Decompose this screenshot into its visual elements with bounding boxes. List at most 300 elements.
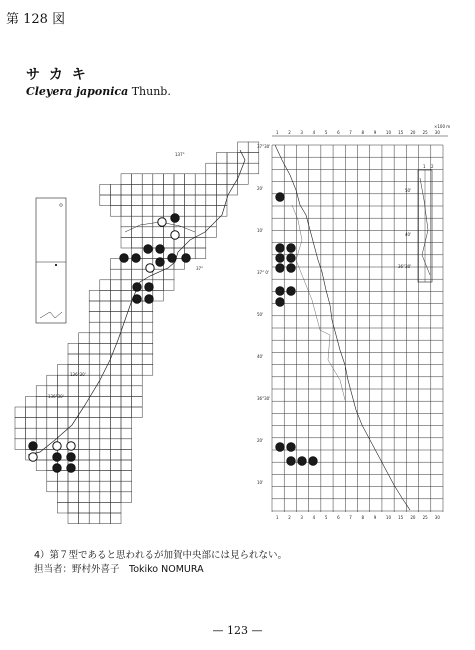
grid-cell xyxy=(110,386,121,397)
x-tick-bottom: 15 xyxy=(398,515,404,520)
grid-cell xyxy=(100,312,111,323)
record-dot-open xyxy=(29,453,37,461)
grid-cell xyxy=(47,428,58,439)
grid-cell xyxy=(174,174,185,185)
grid-cell xyxy=(248,163,259,174)
lat-label: 10' xyxy=(257,480,264,485)
grid-cell xyxy=(195,184,206,195)
x-tick-top: 4 xyxy=(312,130,316,135)
grid-label: 136°30' xyxy=(48,394,64,399)
grid-cell xyxy=(100,343,111,354)
grid-cell xyxy=(185,174,196,185)
species-japanese-name: サ カ キ xyxy=(26,67,88,83)
grid-cell xyxy=(132,386,143,397)
grid-cell xyxy=(79,333,90,344)
scale-label: ×100 m xyxy=(434,124,451,129)
grid-cell xyxy=(163,195,174,206)
grid-cell xyxy=(153,280,164,291)
grid-cell xyxy=(100,386,111,397)
record-dot-open xyxy=(158,218,166,226)
grid-cell xyxy=(100,184,111,195)
grid-cell xyxy=(100,481,111,492)
grid-cell xyxy=(26,407,37,418)
grid-cell xyxy=(36,407,47,418)
grid-cell xyxy=(142,174,153,185)
x-tick-bottom: 5 xyxy=(324,515,328,520)
grid-cell xyxy=(89,312,100,323)
grid-cell xyxy=(227,153,238,164)
grid-cell xyxy=(110,492,121,503)
x-tick-bottom: 6 xyxy=(337,515,340,520)
record-dot-filled xyxy=(287,264,296,273)
grid-cell xyxy=(110,375,121,386)
grid-cell xyxy=(142,322,153,333)
grid-cell xyxy=(26,418,37,429)
record-dot-open xyxy=(171,231,179,239)
grid-cell xyxy=(89,354,100,365)
grid-cell xyxy=(110,428,121,439)
grid-cell xyxy=(47,407,58,418)
record-dot-filled xyxy=(144,245,152,253)
record-dot-filled xyxy=(132,254,140,262)
grid-cell xyxy=(100,428,111,439)
grid-cell xyxy=(121,354,132,365)
grid-cell xyxy=(36,460,47,471)
grid-cell xyxy=(68,343,79,354)
grid-cell xyxy=(185,216,196,227)
grid-cell xyxy=(132,354,143,365)
grid-cell xyxy=(238,142,249,153)
grid-cell xyxy=(89,449,100,460)
x-tick-top: 25 xyxy=(422,130,428,135)
grid-cell xyxy=(47,418,58,429)
grid-cell xyxy=(89,460,100,471)
record-dot-filled xyxy=(287,254,296,263)
x-tick-bottom: 9 xyxy=(373,515,377,520)
grid-cell xyxy=(206,195,217,206)
x-tick-bottom: 30 xyxy=(434,515,440,520)
grid-cell xyxy=(100,280,111,291)
grid-cell xyxy=(68,428,79,439)
grid-cell xyxy=(79,354,90,365)
grid-cell xyxy=(36,428,47,439)
left-grid-map xyxy=(15,142,259,524)
grid-cell xyxy=(26,396,37,407)
record-dot-filled xyxy=(133,295,141,303)
grid-cell xyxy=(68,407,79,418)
grid-cell xyxy=(132,375,143,386)
grid-cell xyxy=(26,428,37,439)
record-dot-filled xyxy=(171,214,179,222)
grid-cell xyxy=(68,396,79,407)
record-dot-filled xyxy=(120,254,128,262)
grid-cell xyxy=(79,481,90,492)
record-dot-filled xyxy=(276,287,285,296)
grid-cell xyxy=(132,333,143,344)
grid-cell xyxy=(121,439,132,450)
grid-cell xyxy=(110,418,121,429)
inset-coast xyxy=(40,312,62,318)
grid-cell xyxy=(110,460,121,471)
grid-label: 136°30' xyxy=(70,372,86,377)
grid-cell xyxy=(227,163,238,174)
profile-line xyxy=(275,145,410,510)
inset-point xyxy=(55,264,57,266)
grid-cell xyxy=(121,227,132,238)
grid-cell xyxy=(89,492,100,503)
grid-cell xyxy=(121,269,132,280)
record-dot-filled xyxy=(53,453,61,461)
grid-cell xyxy=(110,439,121,450)
grid-cell xyxy=(142,195,153,206)
grid-cell xyxy=(132,195,143,206)
grid-cell xyxy=(142,343,153,354)
grid-cell xyxy=(100,396,111,407)
grid-cell xyxy=(216,174,227,185)
inset-tick: 1 xyxy=(423,164,426,169)
grid-label: 137° xyxy=(175,152,185,157)
grid-cell xyxy=(142,216,153,227)
x-tick-top: 20 xyxy=(410,130,416,135)
grid-cell xyxy=(89,481,100,492)
grid-cell xyxy=(142,206,153,217)
lat-label: 37° 0' xyxy=(257,270,270,275)
grid-cell xyxy=(89,343,100,354)
grid-cell xyxy=(195,237,206,248)
record-dot-open xyxy=(67,442,75,450)
grid-cell xyxy=(79,343,90,354)
grid-cell xyxy=(121,237,132,248)
grid-cell xyxy=(132,407,143,418)
grid-cell xyxy=(195,174,206,185)
grid-cell xyxy=(15,407,26,418)
record-dot-filled xyxy=(287,457,296,466)
grid-cell xyxy=(185,184,196,195)
grid-cell xyxy=(110,407,121,418)
figure-number: 第 128 図 xyxy=(6,12,66,27)
inset-tick: 40' xyxy=(405,232,412,237)
grid-cell xyxy=(110,206,121,217)
x-tick-top: 1 xyxy=(276,130,279,135)
grid-cell xyxy=(100,513,111,524)
grid-cell xyxy=(79,396,90,407)
grid-cell xyxy=(100,449,111,460)
grid-cell xyxy=(68,386,79,397)
grid-cell xyxy=(132,237,143,248)
grid-cell xyxy=(110,280,121,291)
grid-cell xyxy=(174,184,185,195)
grid-cell xyxy=(79,418,90,429)
x-tick-top: 30 xyxy=(434,130,440,135)
grid-cell xyxy=(216,184,227,195)
right-grid-map xyxy=(257,124,450,520)
lat-label: 37°30' xyxy=(257,144,271,149)
grid-cell xyxy=(142,333,153,344)
grid-cell xyxy=(163,237,174,248)
grid-cell xyxy=(79,386,90,397)
grid-cell xyxy=(79,428,90,439)
record-dot-open xyxy=(53,442,61,450)
grid-cell xyxy=(79,502,90,513)
grid-cell xyxy=(132,174,143,185)
grid-cell xyxy=(68,354,79,365)
right-grid xyxy=(272,145,443,512)
x-tick-bottom: 4 xyxy=(312,515,316,520)
grid-cell xyxy=(206,174,217,185)
grid-cell xyxy=(110,502,121,513)
inset-tick: 36°30' xyxy=(398,264,412,269)
grid-cell xyxy=(153,227,164,238)
record-dot-filled xyxy=(145,283,153,291)
x-tick-bottom: 10 xyxy=(385,515,392,520)
x-tick-top: 10 xyxy=(385,130,392,135)
lat-label: 50' xyxy=(257,312,264,317)
grid-cell xyxy=(185,195,196,206)
grid-cell xyxy=(206,216,217,227)
grid-cell xyxy=(89,322,100,333)
grid-cell xyxy=(121,290,132,301)
grid-cell xyxy=(216,206,227,217)
grid-cell xyxy=(89,365,100,376)
grid-cell xyxy=(57,502,68,513)
grid-cell xyxy=(121,280,132,291)
grid-cell xyxy=(142,184,153,195)
grid-cell xyxy=(195,195,206,206)
x-tick-bottom: 2 xyxy=(288,515,291,520)
grid-cell xyxy=(100,195,111,206)
inset-tick: 2 xyxy=(431,164,434,169)
grid-cell xyxy=(142,365,153,376)
grid-cell xyxy=(153,195,164,206)
grid-cell xyxy=(121,216,132,227)
record-dot-filled xyxy=(276,298,285,307)
lat-label: 36°30' xyxy=(257,396,271,401)
grid-cell xyxy=(185,237,196,248)
grid-cell xyxy=(89,439,100,450)
grid-cell xyxy=(216,153,227,164)
grid-cell xyxy=(36,386,47,397)
grid-cell xyxy=(79,439,90,450)
grid-cell xyxy=(100,471,111,482)
record-dot-filled xyxy=(276,244,285,253)
grid-cell xyxy=(100,439,111,450)
grid-cell xyxy=(57,418,68,429)
grid-cell xyxy=(121,418,132,429)
grid-cell xyxy=(15,439,26,450)
x-tick-top: 2 xyxy=(288,130,291,135)
grid-cell xyxy=(248,153,259,164)
grid-cell xyxy=(121,365,132,376)
grid-cell xyxy=(216,163,227,174)
grid-cell xyxy=(206,163,217,174)
grid-cell xyxy=(132,269,143,280)
grid-cell xyxy=(100,333,111,344)
profile-line-secondary xyxy=(292,205,345,400)
grid-cell xyxy=(57,407,68,418)
x-tick-bottom: 3 xyxy=(300,515,303,520)
grid-cell xyxy=(110,471,121,482)
grid-cell xyxy=(89,513,100,524)
record-dot-filled xyxy=(182,254,190,262)
grid-cell xyxy=(100,322,111,333)
lat-label: 10' xyxy=(257,228,264,233)
lat-label: 20' xyxy=(257,186,264,191)
grid-cell xyxy=(89,290,100,301)
grid-cell xyxy=(110,513,121,524)
record-dot-filled xyxy=(145,295,153,303)
grid-cell xyxy=(89,301,100,312)
grid-cell xyxy=(132,206,143,217)
x-tick-top: 5 xyxy=(324,130,328,135)
grid-cell xyxy=(121,396,132,407)
grid-cell xyxy=(206,184,217,195)
grid-cell xyxy=(132,396,143,407)
grid-cell xyxy=(110,301,121,312)
grid-cell xyxy=(238,153,249,164)
grid-cell xyxy=(121,460,132,471)
x-tick-bottom: 25 xyxy=(422,515,428,520)
grid-cell xyxy=(110,195,121,206)
grid-cell xyxy=(89,407,100,418)
grid-cell xyxy=(110,365,121,376)
record-dot-filled xyxy=(29,442,37,450)
page-number: — 123 — xyxy=(212,624,263,637)
grid-cell xyxy=(121,206,132,217)
grid-cell xyxy=(121,492,132,503)
grid-cell xyxy=(132,322,143,333)
x-tick-bottom: 1 xyxy=(276,515,279,520)
grid-cell xyxy=(100,418,111,429)
grid-cell xyxy=(153,290,164,301)
grid-cell xyxy=(153,184,164,195)
grid-cell xyxy=(153,206,164,217)
grid-cell xyxy=(110,333,121,344)
record-dot-filled xyxy=(287,287,296,296)
record-dot-filled xyxy=(276,264,285,273)
footnote: 4）第７型であると思われるが加賀中央部には見られない。 xyxy=(34,550,288,561)
grid-cell xyxy=(132,312,143,323)
grid-cell xyxy=(132,216,143,227)
grid-cell xyxy=(89,471,100,482)
grid-cell xyxy=(195,248,206,259)
grid-cell xyxy=(195,216,206,227)
grid-cell xyxy=(89,502,100,513)
x-tick-top: 6 xyxy=(337,130,340,135)
grid-cell xyxy=(110,259,121,270)
grid-cell xyxy=(68,502,79,513)
grid-cell xyxy=(79,460,90,471)
grid-cell xyxy=(110,322,121,333)
grid-cell xyxy=(47,375,58,386)
lat-label: 20' xyxy=(257,438,264,443)
grid-cell xyxy=(132,184,143,195)
inset-frame xyxy=(36,198,66,323)
lat-label: 40' xyxy=(257,354,264,359)
small-inset-map xyxy=(36,198,66,323)
grid-cell xyxy=(100,502,111,513)
grid-cell xyxy=(110,184,121,195)
grid-cell xyxy=(79,471,90,482)
grid-cell xyxy=(121,333,132,344)
grid-cell xyxy=(79,492,90,503)
grid-cell xyxy=(110,449,121,460)
x-tick-top: 9 xyxy=(373,130,377,135)
record-dot-filled xyxy=(276,254,285,263)
grid-cell xyxy=(121,481,132,492)
grid-cell xyxy=(206,227,217,238)
scientific-binomial: Cleyera japonica xyxy=(26,85,129,98)
grid-cell xyxy=(79,513,90,524)
grid-cell xyxy=(110,290,121,301)
record-dot-filled xyxy=(53,464,61,472)
grid-cell xyxy=(89,428,100,439)
grid-cell xyxy=(68,492,79,503)
scientific-author: Thunb. xyxy=(131,85,171,98)
inset-point xyxy=(60,204,63,207)
record-dot-filled xyxy=(67,453,75,461)
grid-cell xyxy=(227,174,238,185)
grid-cell xyxy=(163,184,174,195)
x-tick-top: 3 xyxy=(300,130,303,135)
inset-tick: 50' xyxy=(405,188,412,193)
grid-cell xyxy=(100,460,111,471)
grid-cell xyxy=(15,428,26,439)
grid-cell xyxy=(121,386,132,397)
grid-cell xyxy=(142,312,153,323)
grid-cell xyxy=(206,206,217,217)
grid-cell xyxy=(57,492,68,503)
grid-cell xyxy=(89,333,100,344)
grid-cell xyxy=(110,312,121,323)
grid-cell xyxy=(174,195,185,206)
grid-cell xyxy=(100,290,111,301)
x-tick-top: 15 xyxy=(398,130,404,135)
grid-cell xyxy=(121,449,132,460)
grid-cell xyxy=(132,365,143,376)
grid-cell xyxy=(57,365,68,376)
grid-cell xyxy=(121,195,132,206)
grid-cell xyxy=(121,343,132,354)
grid-label: 37° xyxy=(196,266,204,271)
record-dot-filled xyxy=(298,457,307,466)
grid-cell xyxy=(163,269,174,280)
record-dot-filled xyxy=(276,193,285,202)
grid-cell xyxy=(110,481,121,492)
grid-cell xyxy=(15,418,26,429)
record-dot-filled xyxy=(67,464,75,472)
left-grid-cells xyxy=(15,142,259,524)
grid-cell xyxy=(121,407,132,418)
grid-cell xyxy=(100,407,111,418)
record-dot-filled xyxy=(287,244,296,253)
grid-cell xyxy=(121,471,132,482)
grid-cell xyxy=(79,449,90,460)
grid-cell xyxy=(121,174,132,185)
record-dot-filled xyxy=(156,245,164,253)
grid-cell xyxy=(195,206,206,217)
record-dot-filled xyxy=(276,443,285,452)
grid-cell xyxy=(89,375,100,386)
grid-cell xyxy=(121,375,132,386)
contributor-line: 担当者：野村外喜子 Tokiko NOMURA xyxy=(34,564,204,575)
grid-cell xyxy=(110,269,121,280)
grid-cell xyxy=(110,396,121,407)
record-dot-filled xyxy=(309,457,318,466)
grid-cell xyxy=(47,481,58,492)
x-tick-top: 7 xyxy=(349,130,352,135)
grid-cell xyxy=(57,375,68,386)
grid-cell xyxy=(163,174,174,185)
